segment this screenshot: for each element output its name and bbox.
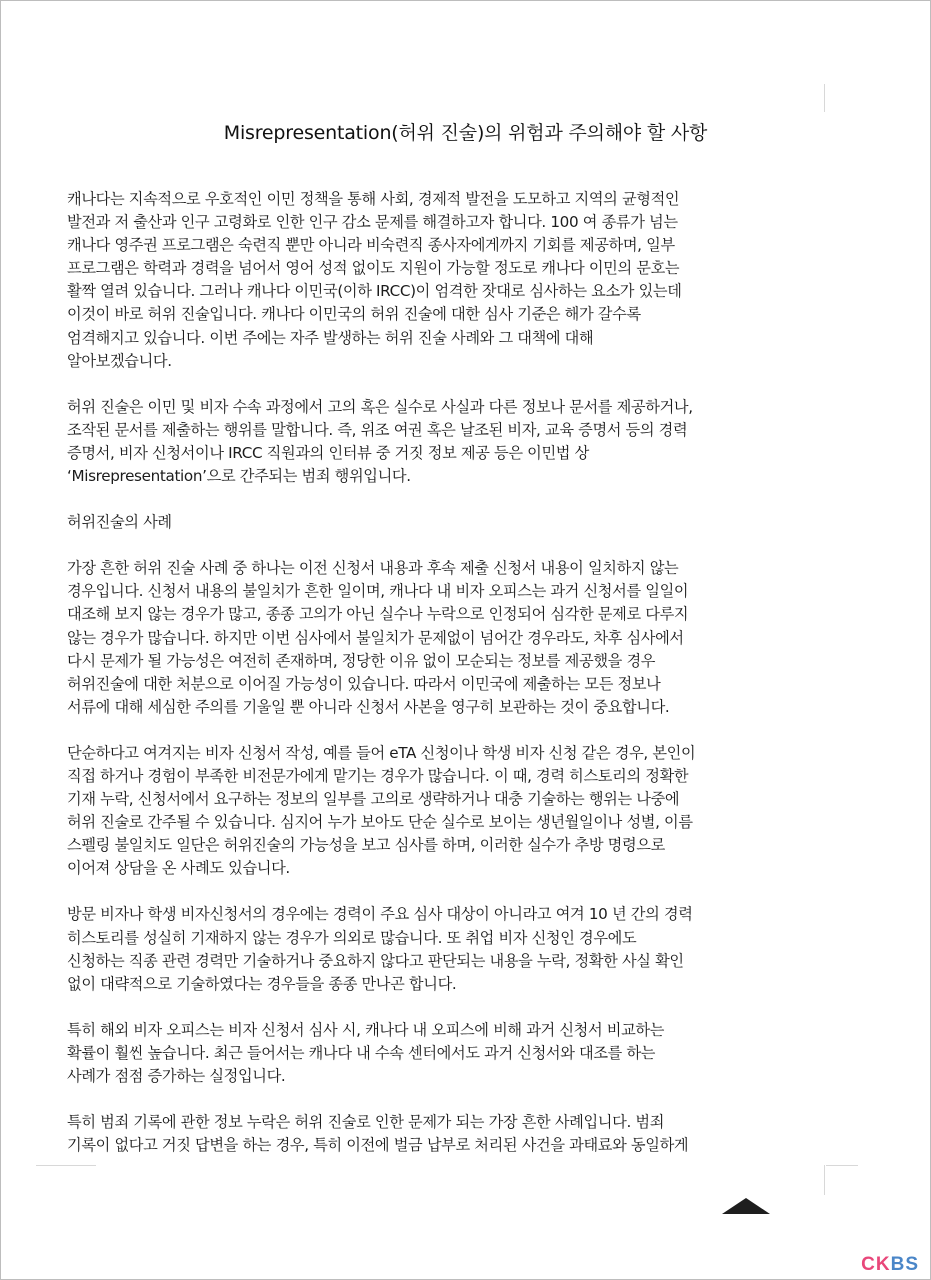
paragraph-criminal-record: [67, 1111, 843, 1157]
text-line: 스펠링 불일치도 일단은 허위진술의 가능성을 보고 심사를 하며, 이러한 실수가 추방 명령으로: [67, 836, 665, 855]
paragraph-case-simple-application: [67, 742, 843, 881]
text-line: 알아보겠습니다.: [67, 351, 172, 370]
section-heading-text: 허위진술의 사례: [67, 513, 172, 532]
text-line: 않는 경우가 많습니다. 하지만 이번 심사에서 불일치가 문제없이 넘어간 경우라도, 차후 심사에서: [67, 628, 684, 647]
text-line: 허위 진술로 간주될 수 있습니다. 심지어 누가 보아도 단순 실수로 보이는 생년월일이나 성별, 이름: [67, 813, 693, 832]
text-line: 없이 대략적으로 기술하였다는 경우들을 종종 만나곤 합니다.: [67, 974, 457, 993]
text-line: 기록이 없다고 거짓 답변을 하는 경우, 특히 이전에 벌금 납부로 처리된 사건을 과태료와 동일하게: [67, 1136, 689, 1155]
text-line: 허위 진술은 이민 및 비자 수속 과정에서 고의 혹은 실수로 사실과 다른 정보나 문서를 제공하거나,: [67, 397, 693, 416]
text-line: 가장 흔한 허위 진술 사례 중 하나는 이전 신청서 내용과 후속 제출 신청서 내용이 일치하지 않는: [67, 559, 679, 578]
paragraph-definition: [67, 396, 843, 488]
text-line: 캐나다 영주권 프로그램은 숙련직 뿐만 아니라 비숙련직 종사자에게까지 기회를 제공하며, 일부: [67, 236, 675, 255]
paragraph-overseas-offices: [67, 1019, 843, 1088]
article-body: [67, 188, 843, 1157]
article-title: Misrepresentation(허위 진술)의 위험과 주의해야 할 사항: [223, 122, 708, 144]
text-line: 방문 비자나 학생 비자신청서의 경우에는 경력이 주요 심사 대상이 아니라고 여겨 10 년 간의 경력: [67, 905, 693, 924]
paragraph-case-work-history: [67, 903, 843, 995]
text-line: 서류에 대해 세심한 주의를 기울일 뿐 아니라 신청서 사본을 영구히 보관하는 것이 중요합니다.: [67, 697, 670, 716]
text-line: ‘Misrepresentation’으로 간주되는 범죄 행위입니다.: [67, 467, 411, 486]
text-line: 이어져 상담을 온 사례도 있습니다.: [67, 859, 290, 878]
logo-part-ck: CK: [861, 1254, 891, 1275]
section-heading: [67, 511, 843, 534]
text-line: 캐나다는 지속적으로 우호적인 이민 정책을 통해 사회, 경제적 발전을 도모하고 지역의 균형적인: [67, 190, 680, 208]
text-line: 단순하다고 여겨지는 비자 신청서 작성, 예를 들어 eTA 신청이나 학생 비자 신청 같은 경우, 본인이: [67, 743, 696, 762]
text-line: 사례가 점점 증가하는 실정입니다.: [67, 1067, 286, 1085]
text-line: 특히 해외 비자 오피스는 비자 신청서 심사 시, 캐나다 내 오피스에 비해 과거 신청서 비교하는: [67, 1020, 665, 1039]
text-line: 히스토리를 성실히 기재하지 않는 경우가 의외로 많습니다. 또 취업 비자 신청인 경우에도: [67, 928, 637, 947]
text-line: 대조해 보지 않는 경우가 많고, 종종 고의가 아닌 실수나 누락으로 인정되어 심각한 문제로 다루지: [67, 605, 689, 624]
text-line: 확률이 훨씬 높습니다. 최근 들어서는 캐나다 내 수속 센터에서도 과거 신청서와 대조를 하는: [67, 1043, 656, 1062]
text-line: 이것이 바로 허위 진술입니다. 캐나다 이민국의 허위 진술에 대한 심사 기준은 해가 갈수록: [67, 305, 641, 324]
crop-mark: [36, 1165, 96, 1166]
text-line: 경우입니다. 신청서 내용의 불일치가 흔한 일이며, 캐나다 내 비자 오피스는 과거 신청서를 일일이: [67, 582, 689, 601]
paragraph-intro: [67, 188, 843, 373]
scroll-to-top-button[interactable]: [722, 1198, 770, 1214]
text-line: 기재 누락, 신청서에서 요구하는 정보의 일부를 고의로 생략하거나 대충 기술하는 행위는 나중에: [67, 790, 680, 809]
text-line: 허위진술에 대한 처분으로 이어질 가능성이 있습니다. 따라서 이민국에 제출하는 모든 정보나: [67, 674, 661, 693]
crop-mark: [824, 84, 825, 112]
text-line: 증명서, 비자 신청서이나 IRCC 직원과의 인터뷰 중 거짓 정보 제공 등은 이민법 상: [67, 443, 589, 462]
logo-part-bs: BS: [890, 1254, 919, 1275]
text-line: 발전과 저 출산과 인구 고령화로 인한 인구 감소 문제를 해결하고자 합니다. 100 여 종류가 넘는: [67, 213, 678, 232]
text-line: 엄격해지고 있습니다. 이번 주에는 자주 발생하는 허위 진술 사례와 그 대책에 대해: [67, 328, 594, 347]
text-line: 직접 하거나 경험이 부족한 비전문가에게 맡기는 경우가 많습니다. 이 때, 경력 히스토리의 정확한: [67, 766, 689, 785]
text-line: 활짝 열려 있습니다. 그러나 캐나다 이민국(이하 IRCC)이 엄격한 잣대로 심사하는 요소가 있는데: [67, 282, 682, 301]
text-line: 특히 범죄 기록에 관한 정보 누락은 허위 진술로 인한 문제가 되는 가장 흔한 사례입니다. 범죄: [67, 1113, 665, 1132]
crop-mark: [824, 1165, 825, 1195]
text-line: 조작된 문서를 제출하는 행위를 말합니다. 즉, 위조 여권 혹은 날조된 비자, 교육 증명서 등의 경력: [67, 420, 688, 439]
crop-mark: [826, 1165, 858, 1166]
paragraph-case-inconsistency: [67, 557, 843, 719]
ckbs-logo-watermark: [861, 1254, 919, 1276]
text-line: 신청하는 직종 관련 경력만 기술하거나 중요하지 않다고 판단되는 내용을 누락, 정확한 사실 확인: [67, 951, 684, 970]
text-line: 프로그램은 학력과 경력을 넘어서 영어 성적 없이도 지원이 가능할 정도로 캐나다 이민의 문호는: [67, 259, 680, 278]
text-line: 다시 문제가 될 가능성은 여전히 존재하며, 정당한 이유 없이 모순되는 정보를 제공했을 경우: [67, 651, 656, 670]
